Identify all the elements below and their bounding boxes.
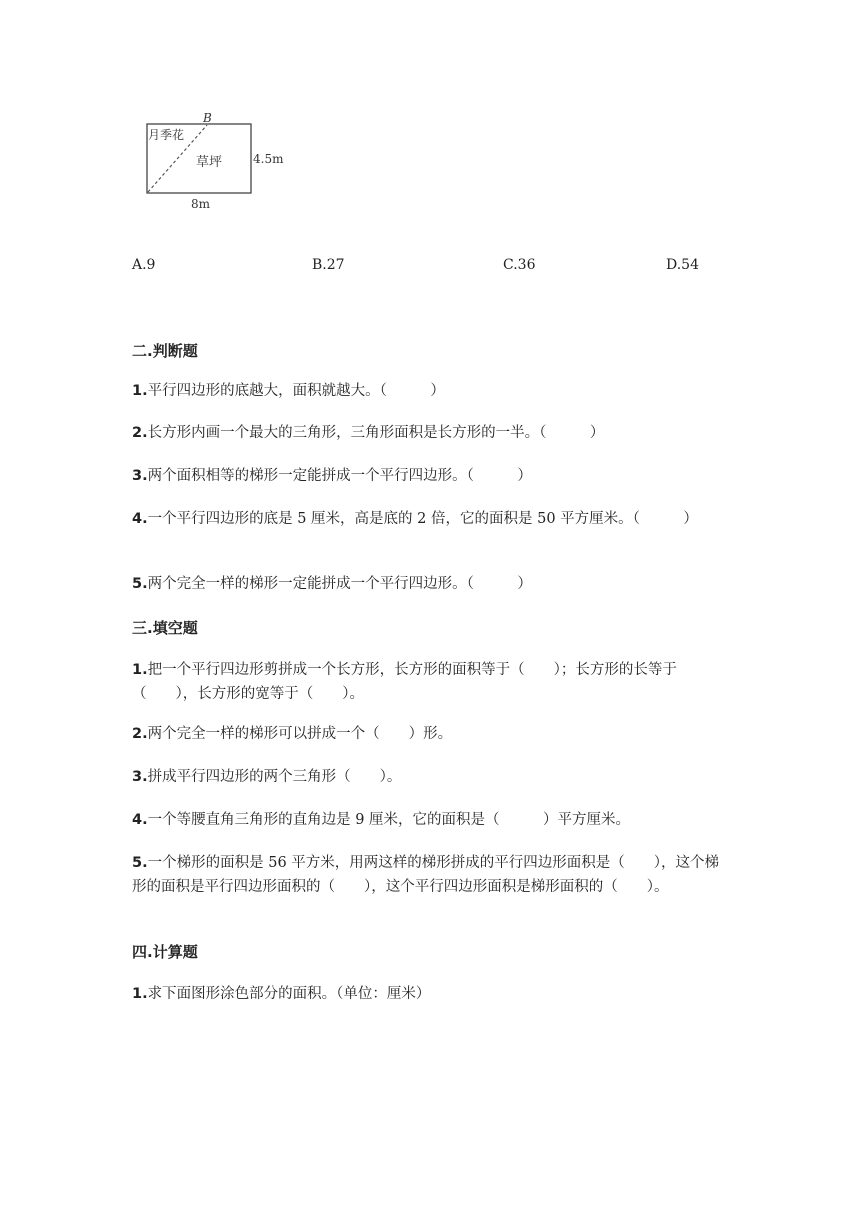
question-number: 2. [132, 425, 148, 441]
question-text: 长方形内画一个最大的三角形，三角形面积是长方形的一半。（ ） [147, 425, 605, 441]
question-number: 1. [132, 662, 148, 678]
fill-question-4 [132, 808, 732, 832]
label-lawn: 草坪 [196, 155, 223, 170]
label-width: 8m [191, 197, 211, 211]
label-b: B [203, 111, 212, 125]
question-text: 一个等腰直角三角形的直角边是 9 厘米，它的面积是（ ）平方厘米。 [147, 812, 631, 828]
calc-question-1 [132, 982, 732, 1006]
question-number: 5. [132, 576, 148, 592]
question-number: 1. [132, 986, 148, 1002]
judge-question-2 [132, 421, 732, 445]
question-number: 3. [132, 769, 148, 785]
question-number: 3. [132, 468, 148, 484]
fill-question-1 [132, 658, 732, 706]
question-text: 两个面积相等的梯形一定能拼成一个平行四边形。（ ） [147, 468, 532, 484]
fill-question-2 [132, 722, 732, 746]
question-number: 1. [132, 383, 148, 399]
judge-question-5 [132, 572, 732, 596]
judge-question-1 [132, 379, 732, 403]
garden-figure [134, 104, 304, 214]
option-c[interactable]: C.36 [503, 257, 536, 273]
option-b[interactable]: B.27 [312, 257, 345, 273]
question-text: 拼成平行四边形的两个三角形（ ）。 [147, 769, 402, 785]
fill-question-3 [132, 765, 732, 789]
question-text: 一个梯形的面积是 56 平方米，用两这样的梯形拼成的平行四边形面积是（ ），这个梯形的面积是平行四边形面积的（ ），这个平行四边形面积是梯形面积的（ ）。 [132, 855, 720, 895]
question-number: 2. [132, 726, 148, 742]
question-number: 5. [132, 855, 148, 871]
answer-options [0, 257, 860, 279]
question-text: 两个完全一样的梯形一定能拼成一个平行四边形。（ ） [147, 576, 532, 592]
label-flower: 月季花 [148, 128, 185, 142]
question-text: 两个完全一样的梯形可以拼成一个（ ）形。 [147, 726, 453, 742]
question-number: 4. [132, 812, 148, 828]
garden-diagram [134, 104, 304, 214]
option-a[interactable]: A.9 [132, 257, 156, 273]
question-text: 求下面图形涂色部分的面积。（单位：厘米） [147, 986, 431, 1002]
fill-question-5 [132, 851, 732, 899]
judge-question-4 [132, 507, 732, 531]
option-d[interactable]: D.54 [666, 257, 699, 273]
question-text: 一个平行四边形的底是 5 厘米，高是底的 2 倍，它的面积是 50 平方厘米。（ ） [147, 511, 698, 527]
judge-question-3 [132, 464, 732, 488]
question-text: 平行四边形的底越大，面积就越大。（ ） [147, 383, 445, 399]
question-text: 把一个平行四边形剪拼成一个长方形，长方形的面积等于（ ）；长方形的长等于（ ），长方形的宽等于（ ）。 [132, 662, 677, 702]
section-title-judge: 二.判断题 [132, 342, 198, 360]
section-title-calc: 四.计算题 [132, 943, 198, 961]
question-number: 4. [132, 511, 148, 527]
label-height: 4.5m [253, 152, 284, 166]
section-title-fill: 三.填空题 [132, 619, 198, 637]
